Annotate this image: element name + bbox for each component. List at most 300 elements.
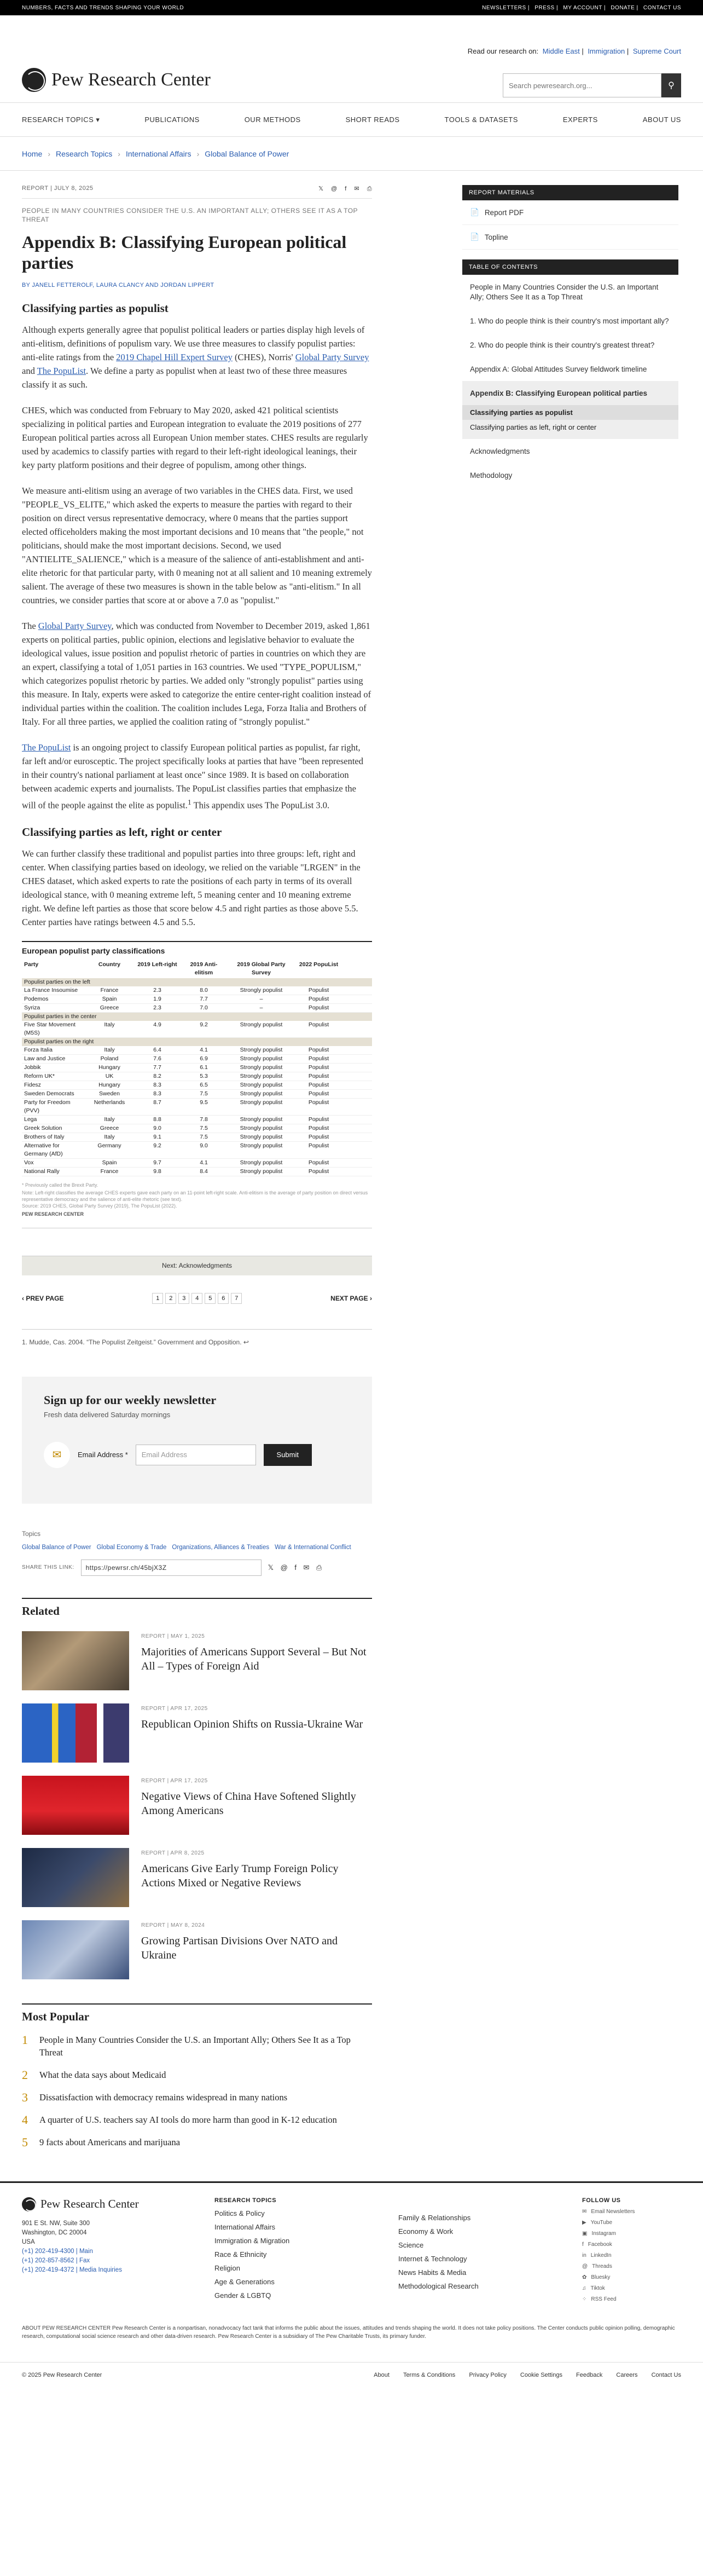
topic-link-supreme-court[interactable]: Supreme Court <box>632 47 681 55</box>
table-cell: Strongly populist <box>240 1021 283 1028</box>
breadcrumb-global-balance[interactable]: Global Balance of Power <box>205 149 289 158</box>
table-cell: Populist <box>308 1133 329 1140</box>
youtube-icon: ▶ <box>582 2219 586 2226</box>
document-icon: 📄 <box>470 208 479 216</box>
table-cell: 4.9 <box>153 1021 161 1028</box>
submit-button[interactable]: Submit <box>264 1444 312 1466</box>
table-cell: 9.2 <box>200 1021 208 1028</box>
paragraph: CHES, which was conducted from February to May 2020, asked 421 political scientists specializing in political parties and European integration to evaluate the 2019 positions of 277 European political parties across all European Union member states. CHES results are regularly used by academics to classify parties with regard to their left-right ideological leanings, their key party platform positions and their degree of populism, among other things. <box>22 405 368 470</box>
footer-link[interactable]: Religion <box>214 2263 240 2272</box>
related-thumbnail <box>22 1776 129 1835</box>
research-on-label: Read our research on: <box>467 47 539 55</box>
table-note: Note: Left-right classifies the average CHES experts gave each party on an 11-point left-right scale. Anti-elitism is the average of party position on direct versus representative democracy and the salience of anti-elite rhetoric (see text). <box>22 1189 368 1202</box>
bottom-link[interactable]: Careers <box>616 2372 638 2378</box>
threads-link[interactable]: @ Threads <box>582 2263 612 2269</box>
table-source: Source: 2019 CHES, Global Party Survey (2019), The PopuList (2022). <box>22 1203 177 1209</box>
table-row <box>22 1142 372 1159</box>
youtube-link[interactable]: ▶ YouTube <box>582 2219 612 2226</box>
table-cell: 9.1 <box>153 1133 161 1140</box>
page-title: Appendix B: Classifying European political parties <box>22 232 347 273</box>
article <box>22 185 372 1346</box>
logo-icon <box>22 68 46 92</box>
table-group-label: Populist parties on the right <box>22 1038 372 1046</box>
table-cell: Party for Freedom (PVV) <box>24 1099 71 1114</box>
table-cell: Populist <box>308 1021 329 1028</box>
page-link[interactable]: 3 <box>178 1293 189 1304</box>
breadcrumb-home[interactable]: Home <box>22 149 43 158</box>
section-heading-left-right: Classifying parties as left, right or center <box>22 825 222 839</box>
facebook-link[interactable]: f Facebook <box>582 2241 612 2248</box>
table-cell: 8.3 <box>153 1081 161 1088</box>
bottom-link[interactable]: Contact Us <box>651 2372 681 2378</box>
newsletter-title: Sign up for our weekly newsletter <box>44 1393 217 1407</box>
table-cell: Greece <box>100 1124 119 1131</box>
topic-tag[interactable]: War & International Conflict <box>275 1544 351 1551</box>
popular-item[interactable]: 1 People in Many Countries Consider the U.S. an Important Ally; Others See It as a Top Threat <box>22 2032 351 2058</box>
footer-link[interactable]: Internet & Technology <box>398 2254 467 2263</box>
table-cell: Syriza <box>24 1004 40 1011</box>
related-section <box>22 1598 372 1979</box>
x-icon[interactable]: 𝕏 <box>268 1563 274 1572</box>
facebook-icon[interactable]: f <box>294 1563 297 1572</box>
table-cell: 7.5 <box>200 1124 208 1131</box>
footer-link[interactable]: Economy & Work <box>398 2227 454 2236</box>
table-cell: Sweden Democrats <box>24 1090 74 1097</box>
email-icon[interactable]: ✉ <box>354 186 360 192</box>
nav-short-reads[interactable]: SHORT READS <box>345 115 400 124</box>
table-row <box>22 1159 372 1168</box>
table-cell: 1.9 <box>153 995 161 1002</box>
newsletters-link[interactable]: NEWSLETTERS <box>482 4 526 11</box>
footer-link[interactable]: Politics & Policy <box>214 2209 265 2217</box>
top-links: NEWSLETTERS | PRESS | MY ACCOUNT | DONATE | CONTACT US <box>482 4 681 11</box>
rss-icon: ⁘ <box>582 2296 587 2302</box>
footer-link[interactable]: News Habits & Media <box>398 2268 467 2277</box>
page-link[interactable]: 6 <box>218 1293 229 1304</box>
nav-tools-datasets[interactable]: TOOLS & DATASETS <box>444 115 518 124</box>
table-cell: 9.8 <box>153 1168 161 1175</box>
table-row <box>22 1133 372 1142</box>
most-popular-title: Most Popular <box>22 2009 90 2023</box>
search-icon: ⚲ <box>668 81 675 90</box>
toc-item[interactable]: Methodology <box>470 471 513 480</box>
copyright: © 2025 Pew Research Center <box>22 2372 102 2378</box>
email-icon[interactable]: ✉ <box>303 1563 310 1572</box>
bottom-link[interactable]: Feedback <box>576 2372 603 2378</box>
related-thumbnail <box>22 1631 129 1690</box>
toc-item[interactable]: Acknowledgments <box>470 447 530 455</box>
print-icon[interactable]: ⎙ <box>316 1563 322 1572</box>
table-brand: PEW RESEARCH CENTER <box>22 1211 84 1217</box>
table-cell: 7.6 <box>153 1055 161 1062</box>
table-cell: 2.3 <box>153 1004 161 1011</box>
table-cell: Populist <box>308 1055 329 1062</box>
toc-item[interactable]: 1. Who do people think is their country's most important ally? <box>470 317 669 325</box>
toc-item-active[interactable]: Appendix B: Classifying European political parties <box>470 389 648 397</box>
table-cell: 2.3 <box>153 986 161 994</box>
toc-subitem[interactable]: Classifying parties as left, right or center <box>470 423 597 431</box>
email-label: Email Address * <box>78 1451 128 1459</box>
table-cell: Germany <box>97 1142 121 1149</box>
tiktok-link[interactable]: ♫ Tiktok <box>582 2285 605 2291</box>
footer-link[interactable]: Immigration & Migration <box>214 2236 290 2245</box>
share-icons <box>313 185 372 193</box>
table-cell: 7.5 <box>200 1090 208 1097</box>
table-cell: Lega <box>24 1116 37 1123</box>
topic-tag[interactable]: Organizations, Alliances & Treaties <box>172 1544 270 1551</box>
table-title: European populist party classifications <box>22 946 165 955</box>
breadcrumb: Home › Research Topics › International Affairs › Global Balance of Power <box>0 137 703 171</box>
table-row <box>22 1099 372 1116</box>
email-icon: ✉ <box>582 2208 587 2215</box>
table-cell: Reform UK* <box>24 1072 55 1079</box>
print-icon[interactable]: ⎙ <box>367 186 372 192</box>
table-row <box>22 1072 372 1081</box>
research-on: Read our research on: Middle East | Immigration | Supreme Court <box>467 47 681 55</box>
footer-link[interactable]: Methodological Research <box>398 2282 479 2290</box>
populist-link[interactable]: The PopuList <box>37 366 86 376</box>
footer-logo[interactable]: Pew Research Center <box>22 2197 681 2211</box>
footer-topics-col2 <box>398 2208 479 2290</box>
table-cell: Strongly populist <box>240 1064 283 1071</box>
toc-item[interactable]: 2. Who do people think is their country's greatest threat? <box>470 341 655 349</box>
pagination <box>22 1293 372 1304</box>
instagram-icon: ▣ <box>582 2230 588 2237</box>
related-thumbnail <box>22 1848 129 1907</box>
contact-link[interactable]: CONTACT US <box>643 4 681 11</box>
table-cell: Forza Italia <box>24 1046 53 1053</box>
bluesky-link[interactable]: ✿ Bluesky <box>582 2274 611 2280</box>
related-item[interactable]: REPORT | APR 17, 2025 Republican Opinion Shifts on Russia-Ukraine War <box>22 1703 372 1763</box>
table-cell: 8.7 <box>153 1099 161 1106</box>
table-cell: Hungary <box>98 1081 120 1088</box>
newsletter-signup <box>22 1377 372 1504</box>
prev-page-link[interactable]: ‹ PREV PAGE <box>22 1294 64 1302</box>
share-label: SHARE THIS LINK: <box>22 1564 74 1570</box>
nav-our-methods[interactable]: OUR METHODS <box>244 115 301 124</box>
search-button[interactable] <box>661 73 681 97</box>
table-cell: Strongly populist <box>240 1168 283 1175</box>
site-logo[interactable] <box>22 68 211 92</box>
table-cell: 9.5 <box>200 1099 208 1106</box>
table-header: Party Country 2019 Left-right 2019 Anti-elitism 2019 Global Party Survey 2022 PopuList <box>24 961 339 976</box>
footer-link[interactable]: Science <box>398 2240 424 2249</box>
table-cell: Vox <box>24 1159 34 1166</box>
page-link[interactable]: 4 <box>191 1293 202 1304</box>
table-row <box>22 1116 372 1124</box>
footer-link[interactable]: Family & Relationships <box>398 2213 471 2222</box>
footer-link[interactable]: Race & Ethnicity <box>214 2250 267 2259</box>
table-group-label: Populist parties in the center <box>22 1013 372 1021</box>
table-cell: Poland <box>100 1055 119 1062</box>
top-bar <box>0 0 703 15</box>
table-cell: Spain <box>102 1159 117 1166</box>
nav-publications[interactable]: PUBLICATIONS <box>144 115 200 124</box>
search-input[interactable] <box>503 73 661 97</box>
table-group-label: Populist parties on the left <box>22 978 372 986</box>
table-cell: Populist <box>308 1099 329 1106</box>
share-url-field[interactable]: https://pewrsr.ch/45bjX3Z <box>81 1560 262 1576</box>
my-account-link[interactable]: MY ACCOUNT <box>563 4 602 11</box>
popular-item[interactable]: 4 A quarter of U.S. teachers say AI tools do more harm than good in K-12 education <box>22 2112 337 2127</box>
topic-link-immigration[interactable]: Immigration <box>588 47 625 55</box>
table-row <box>22 995 372 1004</box>
search-box <box>503 73 681 97</box>
table-cell: Populist <box>308 1159 329 1166</box>
related-item[interactable]: REPORT | MAY 1, 2025 Majorities of Americans Support Several – But Not All – Types of Foreign Aid <box>22 1631 372 1690</box>
popular-item[interactable]: 5 9 facts about Americans and marijuana <box>22 2135 181 2149</box>
topic-tag[interactable]: Global Economy & Trade <box>96 1544 167 1551</box>
table-cell: Strongly populist <box>240 1133 283 1140</box>
logo-icon <box>22 2197 36 2211</box>
table-cell: Populist <box>308 986 329 994</box>
table-cell: France <box>100 986 119 994</box>
most-popular <box>22 2003 372 2148</box>
table-cell: 8.8 <box>153 1116 161 1123</box>
breadcrumb-international-affairs[interactable]: International Affairs <box>125 149 191 158</box>
threads-icon[interactable]: @ <box>331 186 338 192</box>
paragraph: We can further classify these traditional and populist parties into three groups: left, right and center. When classifying parties based on ideology, we relied on the variable "LRGEN" in the CHES dataset, which asked experts to rate the positions of each party in terms of its overall ideological stance, with 0 meaning extreme left, 5 meaning center and 10 meaning extreme right. We define left parties as those that score below 4.5 and right parties as those above 5.5. Center parties have ratings between 4.5 and 5.5. <box>22 848 361 927</box>
table-cell: 7.0 <box>200 1004 208 1011</box>
topline-link[interactable]: 📄 Topline <box>462 225 678 250</box>
table-cell: Populist <box>308 1004 329 1011</box>
table-note: * Previously called the Brexit Party. <box>22 1182 98 1188</box>
table-cell: 7.8 <box>200 1116 208 1123</box>
site-header <box>0 15 703 103</box>
linkedin-icon: in <box>582 2252 586 2259</box>
table-row <box>22 1004 372 1013</box>
bottom-link[interactable]: Cookie Settings <box>520 2372 562 2378</box>
table-cell: National Rally <box>24 1168 60 1175</box>
gps-link-2[interactable]: Global Party Survey <box>38 621 112 631</box>
related-thumbnail <box>22 1920 129 1979</box>
table-cell: Spain <box>102 995 117 1002</box>
toc-item[interactable]: Appendix A: Global Attitudes Survey fieldwork timeline <box>470 365 647 373</box>
tagline: NUMBERS, FACTS AND TRENDS SHAPING YOUR WORLD <box>22 4 184 11</box>
table-cell: 9.2 <box>153 1142 161 1149</box>
share-link <box>22 1560 681 1576</box>
related-thumbnail <box>22 1703 129 1763</box>
table-row <box>22 1090 372 1099</box>
linkedin-link[interactable]: in LinkedIn <box>582 2252 612 2259</box>
table-row <box>22 1168 372 1176</box>
table-cell: 7.7 <box>153 1064 161 1071</box>
table-cell: 8.0 <box>200 986 208 994</box>
topic-link-middle-east[interactable]: Middle East <box>542 47 580 55</box>
gps-link[interactable]: Global Party Survey <box>295 352 369 362</box>
table-cell: 9.0 <box>200 1142 208 1149</box>
instagram-link[interactable]: ▣ Instagram <box>582 2230 616 2237</box>
related-item[interactable]: REPORT | MAY 8, 2024 Growing Partisan Divisions Over NATO and Ukraine <box>22 1920 372 1979</box>
table-cell: Alternative for Germany (AfD) <box>24 1142 63 1157</box>
table-cell: 4.1 <box>200 1159 208 1166</box>
table-cell: La France Insoumise <box>24 986 78 994</box>
table-body <box>22 978 372 1176</box>
table-cell: Strongly populist <box>240 1046 283 1053</box>
table-cell: Strongly populist <box>240 1090 283 1097</box>
report-pdf-link[interactable]: 📄 Report PDF <box>462 200 678 225</box>
next-page-button[interactable]: Next: Acknowledgments <box>22 1256 372 1275</box>
populist-link-2[interactable]: The PopuList <box>22 742 71 753</box>
table-cell: 9.0 <box>153 1124 161 1131</box>
article-meta: REPORT | JULY 8, 2025 <box>22 185 94 192</box>
table-cell: 6.4 <box>153 1046 161 1053</box>
nav-research-topics[interactable]: RESEARCH TOPICS ▾ <box>22 115 100 124</box>
table-cell: Strongly populist <box>240 1159 283 1166</box>
table-cell: 8.2 <box>153 1072 161 1079</box>
table-row <box>22 1021 372 1038</box>
table-cell: 6.5 <box>200 1081 208 1088</box>
footer-link[interactable]: Gender & LGBTQ <box>214 2291 271 2300</box>
table-cell: Law and Justice <box>24 1055 66 1062</box>
site-footer <box>0 2181 703 2362</box>
footer-address: 901 E St. NW, Suite 300 Washington, DC 20004 USA (+1) 202-419-4300 | Main (+1) 202-857-8562 | Fax (+1) 202-419-4372 | Media Inquiries <box>22 2220 122 2273</box>
next-page-link[interactable]: NEXT PAGE › <box>330 1294 372 1302</box>
table-cell: UK <box>105 1072 114 1079</box>
table-cell: – <box>259 1004 263 1011</box>
press-link[interactable]: PRESS <box>534 4 555 11</box>
table-row <box>22 1081 372 1090</box>
related-item[interactable]: REPORT | APR 8, 2025 Americans Give Early Trump Foreign Policy Actions Mixed or Negative Reviews <box>22 1848 372 1907</box>
table-cell: Populist <box>308 1064 329 1071</box>
table-cell: 6.1 <box>200 1064 208 1071</box>
table-cell: Populist <box>308 1090 329 1097</box>
popular-item[interactable]: 2 What the data says about Medicaid <box>22 2067 166 2082</box>
table-cell: 6.9 <box>200 1055 208 1062</box>
table-cell: Populist <box>308 1046 329 1053</box>
report-materials-title: REPORT MATERIALS <box>462 185 678 200</box>
table-cell: Hungary <box>98 1064 120 1071</box>
table-cell: Jobbik <box>24 1064 41 1071</box>
footer-topics-col1: RESEARCH TOPICS Politics & Policy International Affairs Immigration & Migration Race & Ethnicity Religion Age & Generations Gender & LGBTQ <box>214 2197 290 2300</box>
bottom-link[interactable]: Terms & Conditions <box>403 2372 456 2378</box>
breadcrumb-research-topics[interactable]: Research Topics <box>56 149 113 158</box>
bottom-link[interactable]: Privacy Policy <box>469 2372 507 2378</box>
table-cell: 5.3 <box>200 1072 208 1079</box>
table-row <box>22 986 372 995</box>
table-cell: Populist <box>308 995 329 1002</box>
report-kicker[interactable]: PEOPLE IN MANY COUNTRIES CONSIDER THE U.S. AN IMPORTANT ALLY; OTHERS SEE IT AS A TOP THREAT <box>22 207 358 223</box>
toc-item[interactable]: People in Many Countries Consider the U.S. an Important Ally; Others See It as a Top Threat <box>470 283 659 301</box>
table-cell: Greece <box>100 1004 119 1011</box>
bottom-link[interactable]: About <box>374 2372 390 2378</box>
table-cell: 9.7 <box>153 1159 161 1166</box>
table-cell: Strongly populist <box>240 1055 283 1062</box>
party-table <box>22 941 372 1228</box>
page-link[interactable]: 2 <box>165 1293 176 1304</box>
footer-follow: FOLLOW US ✉ Email Newsletters ▶ YouTube ▣ Instagram f Facebook in LinkedIn @ Threads ✿ Bluesky ♫ Tiktok ⁘ RSS Feed <box>582 2197 635 2302</box>
table-row <box>22 1055 372 1064</box>
bluesky-icon: ✿ <box>582 2274 587 2280</box>
sidebar <box>462 185 678 1346</box>
page-link[interactable]: 1 <box>152 1293 163 1304</box>
footer-link[interactable]: Age & Generations <box>214 2277 275 2286</box>
rss-link[interactable]: ⁘ RSS Feed <box>582 2296 617 2302</box>
nav-about-us[interactable]: ABOUT US <box>642 115 681 124</box>
table-cell: Brothers of Italy <box>24 1133 65 1140</box>
main-nav <box>0 103 703 137</box>
table-cell: – <box>259 995 263 1002</box>
byline[interactable]: BY JANELL FETTEROLF, LAURA CLANCY AND JORDAN LIPPERT <box>22 282 214 288</box>
donate-link[interactable]: DONATE <box>611 4 635 11</box>
paragraph: Although experts generally agree that populist political leaders or parties display high levels of anti-elitism, definitions of populism vary. We use three measures to classify populist parties: anti-elite ratings from the 2019 Chapel Hill Expert Survey (CHES), Norris' Global Party Survey and The PopuList. We define a party as populist when at least two of these three measures classify it as such. <box>22 325 369 390</box>
newsletter-subtitle: Fresh data delivered Saturday mornings <box>44 1410 171 1419</box>
logo-text: Pew Research Center <box>51 70 211 90</box>
table-row <box>22 1124 372 1133</box>
table-cell: Podemos <box>24 995 49 1002</box>
table-cell: Populist <box>308 1168 329 1175</box>
table-cell: Strongly populist <box>240 986 283 994</box>
table-cell: 8.4 <box>200 1168 208 1175</box>
newsletter-social-link[interactable]: ✉ Email Newsletters <box>582 2208 635 2215</box>
footnote-ref[interactable]: 1 <box>187 798 191 806</box>
nav-experts[interactable]: EXPERTS <box>562 115 598 124</box>
ches-link[interactable]: 2019 Chapel Hill Expert Survey <box>116 352 233 362</box>
x-icon[interactable]: 𝕏 <box>318 186 324 192</box>
related-title: Related <box>22 1604 60 1618</box>
table-cell: Strongly populist <box>240 1142 283 1149</box>
table-cell: Strongly populist <box>240 1099 283 1106</box>
table-cell: Strongly populist <box>240 1072 283 1079</box>
table-cell: 4.1 <box>200 1046 208 1053</box>
related-item[interactable]: REPORT | APR 17, 2025 Negative Views of China Have Softened Slightly Among Americans <box>22 1776 372 1835</box>
table-cell: Populist <box>308 1142 329 1149</box>
table-cell: Populist <box>308 1116 329 1123</box>
table-cell: Strongly populist <box>240 1081 283 1088</box>
footer-link[interactable]: International Affairs <box>214 2222 276 2231</box>
facebook-icon: f <box>582 2241 584 2248</box>
table-cell: Strongly populist <box>240 1124 283 1131</box>
topics-label: Topics <box>22 1529 41 1538</box>
table-cell: Italy <box>104 1046 115 1053</box>
table-cell: Populist <box>308 1124 329 1131</box>
toc-active-section <box>462 381 678 439</box>
paragraph: We measure anti-elitism using an average of two variables in the CHES data. First, we used "PEOPLE_VS_ELITE," which asked the experts to measure the parties with regard to their position on direct versus representative democracy, where 0 means that the parties support elected officeholders making the most important decisions and 10 means that "the people," not politicians, should make the most important decisions. Second, we used "ANTIELITE_SALIENCE," which is a measure of the salience of anti-establishment and anti-elite rhetoric for that particular party, with 0 meaning not at all salient and 10 meaning extremely salient. The average of these two measures is shown in the table below as "anti-elitism." In all countries, we consider parties that score at or above a 7.0 as "populist." <box>22 486 372 605</box>
toc-title: TABLE OF CONTENTS <box>462 259 678 275</box>
paragraph: The Global Party Survey, which was conducted from November to December 2019, asked 1,861 experts on political parties, public opinion, elections and legislative behavior to evaluate the ideological values, issue position and populist rhetoric of parties in countries on which they are an expert, classifying a total of 1,051 parties in 163 countries. We used "TYPE_POPULISM," which categorizes populist rhetoric by parties. We added only "strongly populist" parties using this measure. In Italy, experts were asked to categorize the entire center-right coalition instead of individual parties within the coalition. The coalition includes Lega, Forza Italia and Brothers of Italy. For all three parties, we applied the coalition rating of "strongly populist." <box>22 621 371 727</box>
newsletter-icon: ✉ <box>44 1442 70 1468</box>
threads-icon: @ <box>582 2263 588 2269</box>
page-link[interactable]: 7 <box>231 1293 242 1304</box>
table-row <box>22 1064 372 1072</box>
table-cell: Fidesz <box>24 1081 41 1088</box>
threads-icon[interactable]: @ <box>280 1563 288 1572</box>
table-cell: Greek Solution <box>24 1124 62 1131</box>
popular-item[interactable]: 3 Dissatisfaction with democracy remains widespread in many nations <box>22 2090 288 2104</box>
bottom-bar <box>0 2362 703 2388</box>
table-cell: Italy <box>104 1133 115 1140</box>
footnote: 1. Mudde, Cas. 2004. “The Populist Zeitgeist.” Government and Opposition. ↩ <box>22 1329 372 1346</box>
table-cell: Five Star Movement (M5S) <box>24 1021 75 1036</box>
toc-subitem[interactable]: Classifying parties as populist <box>462 405 678 420</box>
page-link[interactable]: 5 <box>205 1293 216 1304</box>
table-cell: Italy <box>104 1116 115 1123</box>
table-cell: Italy <box>104 1021 115 1028</box>
table-cell: Strongly populist <box>240 1116 283 1123</box>
facebook-icon[interactable]: f <box>345 186 347 192</box>
email-field[interactable]: Email Address <box>136 1445 256 1465</box>
topic-tag[interactable]: Global Balance of Power <box>22 1544 91 1551</box>
table-cell: Sweden <box>99 1090 120 1097</box>
tiktok-icon: ♫ <box>582 2285 586 2291</box>
paragraph: The PopuList is an ongoing project to classify European political parties as populist, far right, far left and/or eurosceptic. The project specifically looks at parties that have "been represented in their country's national parliament at least once" since 1989. It is based on collaboration between academic experts and journalists. The PopuList classifies parties that emphasize the will of the people against the elite as populist.$^1$ This appendix uses The PopuList 3.0. <box>22 742 363 811</box>
about-text: ABOUT PEW RESEARCH CENTER Pew Research Center is a nonpartisan, nonadvocacy fact tank that informs the public about the issues, attitudes and trends shaping the world. It does not take policy positions. The Center conducts public opinion polling, demographic research, computational social science research and other data-driven research. Pew Research Center is a subsidiary of The Pew Charitable Trusts, its primary funder. <box>22 2325 675 2340</box>
table-cell: Populist <box>308 1081 329 1088</box>
section-heading-populist: Classifying parties as populist <box>22 302 169 315</box>
table-cell: 7.7 <box>200 995 208 1002</box>
table-cell: France <box>100 1168 119 1175</box>
table-cell: Populist <box>308 1072 329 1079</box>
